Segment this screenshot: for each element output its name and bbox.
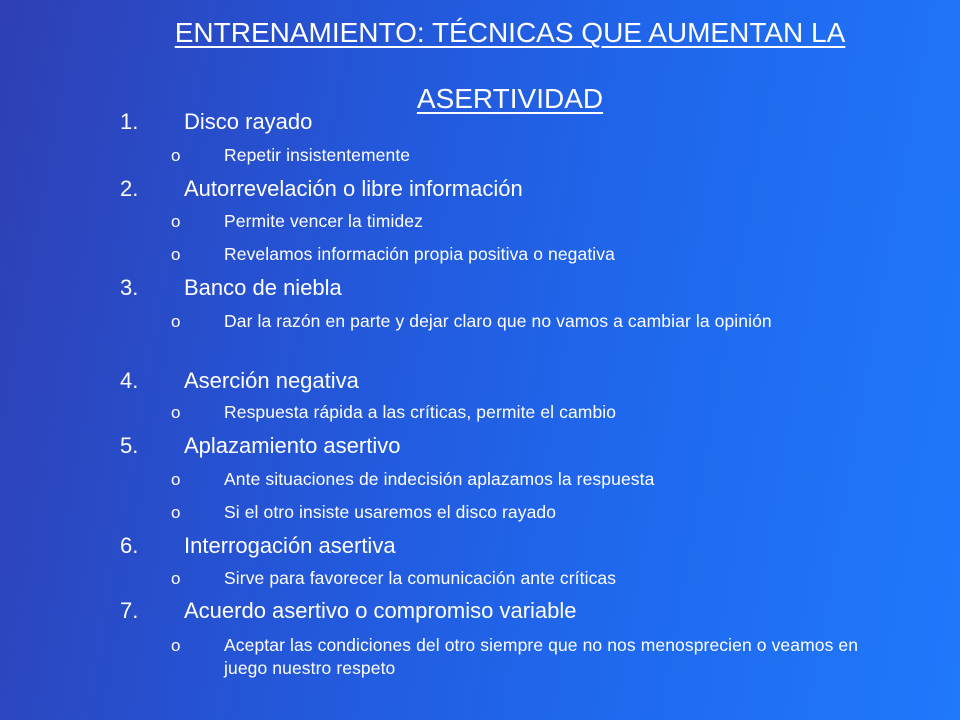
sub-item: Ante situaciones de indecisión aplazamos la respuesta: [224, 469, 655, 489]
sub-item: Si el otro insiste usaremos el disco rayado: [224, 502, 557, 522]
sub-item: Sirve para favorecer la comunicación ante críticas: [224, 568, 617, 588]
bullet-marker: o: [171, 312, 181, 331]
item-label: Banco de niebla: [184, 275, 342, 300]
sub-item: Aceptar las condiciones del otro siempre que no nos menosprecien o veamos en juego nuestro respeto: [224, 635, 859, 678]
item-label: Acuerdo asertivo o compromiso variable: [184, 598, 577, 623]
item-number: 2.: [120, 176, 139, 201]
sub-item: Dar la razón en parte y dejar claro que no vamos a cambiar la opinión: [224, 311, 772, 331]
bullet-marker: o: [171, 569, 181, 588]
item-label: Autorrevelación o libre información: [184, 176, 523, 201]
bullet-marker: o: [171, 245, 181, 264]
bullet-marker: o: [171, 470, 181, 489]
item-number: 7.: [120, 598, 139, 623]
item-label: Disco rayado: [184, 109, 313, 134]
item-number: 4.: [120, 368, 139, 393]
slide-title-line-1: ENTRENAMIENTO: TÉCNICAS QUE AUMENTAN LA: [174, 17, 846, 48]
bullet-marker: o: [171, 503, 181, 522]
item-number: 5.: [120, 433, 139, 458]
sub-item: Revelamos información propia positiva o negativa: [224, 244, 615, 264]
sub-item: Permite vencer la timidez: [224, 211, 423, 231]
item-label: Interrogación asertiva: [184, 533, 396, 558]
bullet-marker: o: [171, 146, 181, 165]
bullet-marker: o: [171, 403, 181, 422]
bullet-marker: o: [171, 636, 181, 655]
slide-title-line-2: ASERTIVIDAD: [416, 83, 604, 114]
sub-item: Respuesta rápida a las críticas, permite el cambio: [224, 402, 617, 422]
item-number: 3.: [120, 275, 139, 300]
item-label: Aplazamiento asertivo: [184, 433, 401, 458]
sub-item: Repetir insistentemente: [224, 145, 411, 165]
item-label: Aserción negativa: [184, 368, 359, 393]
item-number: 1.: [120, 109, 139, 134]
bullet-marker: o: [171, 212, 181, 231]
item-number: 6.: [120, 533, 139, 558]
